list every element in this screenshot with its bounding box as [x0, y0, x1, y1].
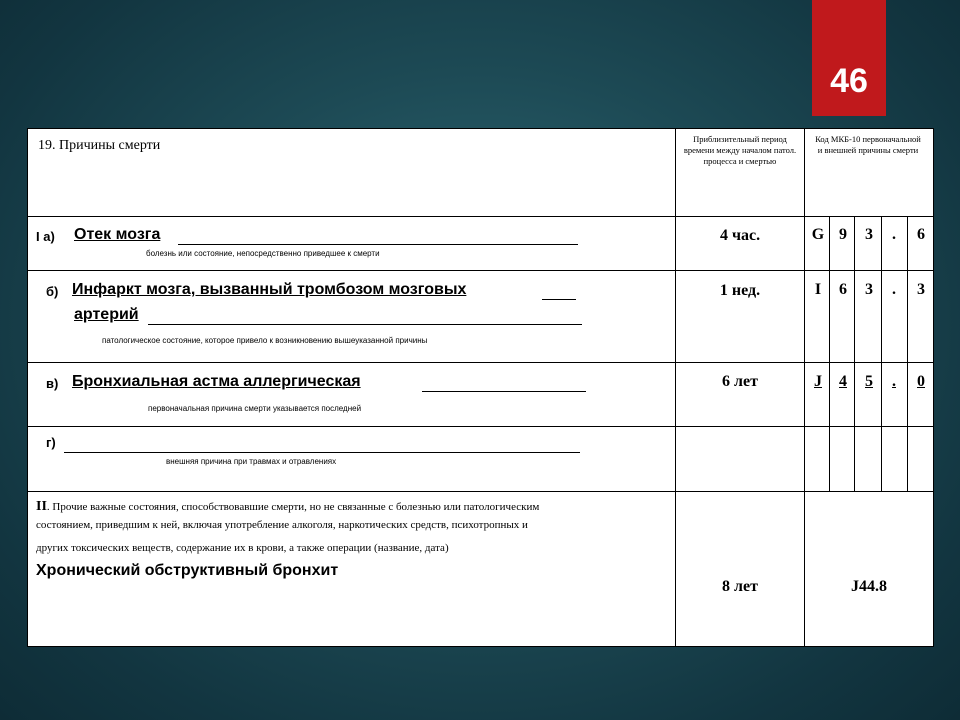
row-divider — [28, 491, 933, 492]
row-a-code-3: 3 — [865, 226, 873, 243]
fill-line — [178, 244, 578, 245]
row-c-note: первоначальная причина смерти указывается последней — [148, 404, 362, 413]
section-2-text-1: . Прочие важные состояния, способствовавшие смерти, но не связанные с болезнью или патологическим — [46, 501, 540, 513]
section-2-code: J44.8 — [851, 578, 887, 595]
row-b-code-1: I — [814, 281, 822, 298]
section-2-text-3: других токсических веществ, содержание их в крови, а также операции (название, дата) — [36, 542, 449, 554]
row-c-diagnosis: Бронхиальная астма аллергическая — [72, 373, 361, 390]
section-2-text-line-1 — [36, 499, 539, 515]
row-c-label: в) — [46, 376, 59, 391]
row-divider — [28, 426, 933, 427]
row-a-diagnosis: Отек мозга — [74, 226, 161, 243]
row-a-code-2: 9 — [839, 226, 847, 243]
row-a-code-5: 6 — [917, 226, 925, 243]
slide-number: 46 — [830, 62, 868, 100]
row-b-diagnosis-line2: артерий — [74, 306, 139, 323]
code-cell-divider — [907, 216, 908, 491]
row-divider — [28, 270, 933, 271]
section-2-roman: II — [36, 499, 47, 514]
row-b-code-3: 3 — [865, 281, 873, 298]
icd-column-header: Код МКБ-10 первоначальной и внешней причины смерти — [815, 134, 921, 155]
row-a-note: болезнь или состояние, непосредственно приведшее к смерти — [146, 249, 380, 258]
fill-line — [422, 391, 586, 392]
death-cause-form — [27, 128, 934, 647]
row-b-code-5: 3 — [917, 281, 925, 298]
row-a-code-4: . — [892, 226, 896, 243]
row-b-note: патологическое состояние, которое привело к возникновению вышеуказанной причины — [102, 336, 428, 345]
slide-number-badge — [812, 0, 886, 116]
row-b-diagnosis-line1: Инфаркт мозга, вызванный тромбозом мозговых — [72, 281, 467, 298]
row-b-period: 1 нед. — [719, 282, 761, 299]
row-c-code-1: J — [814, 373, 822, 390]
row-c-code-5: 0 — [917, 373, 925, 390]
section-2-period: 8 лет — [722, 578, 758, 595]
form-title: 19. Причины смерти — [38, 138, 161, 153]
row-d-note: внешняя причина при травмах и отравлениях — [166, 457, 337, 466]
row-a-code-1: G — [811, 226, 825, 243]
fill-line — [64, 452, 580, 453]
row-divider — [28, 362, 933, 363]
row-c-code-4: . — [892, 373, 896, 390]
row-c-code-2: 4 — [839, 373, 847, 390]
period-column-header: Приблизительный период времени между началом патол. процесса и смертью — [683, 134, 797, 166]
row-c-code-3: 5 — [865, 373, 873, 390]
fill-line — [148, 324, 582, 325]
code-cell-divider — [881, 216, 882, 491]
row-b-label: б) — [46, 284, 59, 299]
row-d-label: г) — [46, 435, 56, 450]
row-c-period: 6 лет — [722, 373, 758, 390]
section-2-text-2: состоянием, приведшим к ней, включая употребление алкоголя, наркотических средств, психотропных и — [36, 519, 528, 531]
code-cell-divider — [829, 216, 830, 491]
code-cell-divider — [854, 216, 855, 491]
fill-line — [542, 299, 576, 300]
section-2-diagnosis: Хронический обструктивный бронхит — [36, 562, 339, 579]
row-b-code-2: 6 — [839, 281, 847, 298]
row-a-label: I а) — [36, 229, 55, 244]
row-divider — [28, 216, 933, 217]
column-divider — [804, 129, 805, 647]
row-b-code-4: . — [892, 281, 896, 298]
row-a-period: 4 час. — [719, 227, 761, 244]
